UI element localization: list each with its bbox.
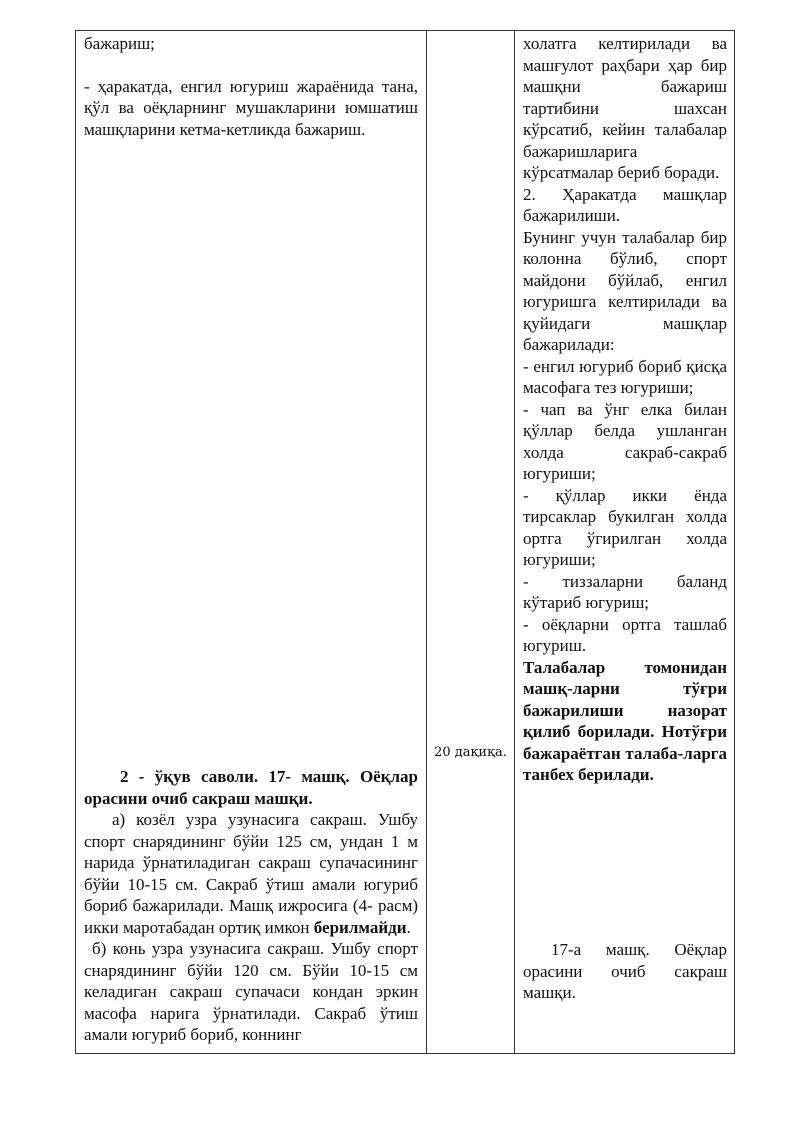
duration-cell xyxy=(427,31,515,1054)
left-paragraph: бажариш; xyxy=(84,34,155,53)
left-top-block xyxy=(84,33,418,140)
content-cell xyxy=(76,31,427,1054)
exercise-note: 17-а машқ. Оёқлар орасини очиб сакраш машқи. xyxy=(523,940,727,1002)
question-heading: 2 - ўқув саволи. 17- машқ. Оёқлар орасини очиб сакраш машқи. xyxy=(84,767,418,808)
right-paragraph: - чап ва ўнг елка билан қўллар белда ушланган холда сакраб-сакраб югуриши; xyxy=(523,399,727,483)
paragraph-b: б) конь узра узунасига сакраш. Ушбу спорт снарядининг бўйи 120 см. Бўйи 10-15 см келадиган сакраш супачаси кондан эркин масофа нарига ўрнатилади. Сакраб ўтиш амали югуриб бориб, коннинг xyxy=(84,939,418,1044)
document-table xyxy=(75,30,735,1054)
right-paragraph: - оёқларни ортга ташлаб югуриш. xyxy=(523,614,727,655)
right-paragraph: Бунинг учун талабалар бир колонна бўлиб, спорт майдони бўйлаб, енгил югуришга келтирилади ва қуйидаги машқлар бажарилади: xyxy=(523,227,727,354)
left-paragraph: - ҳаракатда, енгил югуриш жараёнида тана, қўл ва оёқларнинг мушакларини юмшатиш машқларини кетма-кетликда бажариш. xyxy=(84,76,418,139)
right-paragraph: - енгил югуриб бориб қисқа масофага тез югуриши; xyxy=(523,356,727,397)
table-row xyxy=(76,31,735,1054)
right-bold-paragraph: Талабалар томонидан машқ-ларни тўғри бажарилиши назорат қилиб борилади. Нотўғри бажараётган талаба-ларга танбех берилади. xyxy=(523,657,727,784)
left-bottom-block xyxy=(84,766,418,1046)
method-cell xyxy=(515,31,735,1054)
right-paragraph: холатга келтирилади ва машғулот раҳбари ҳар бир машқни бажариш тартибини шахсан кўрсатиб, кейин талабалар бажаришларига кўрсатмалар бериб боради. xyxy=(523,34,727,182)
duration-text: 20 дақиқа. xyxy=(434,745,507,760)
right-text-block xyxy=(523,33,727,786)
right-paragraph: - тиззаларни баланд кўтариб югуриш; xyxy=(523,571,727,612)
paragraph-a: а) козёл узра узунасига сакраш. Ушбу спорт снарядининг бўйи 125 см, ундан 1 м нарида ўрнатиладиган сакраш супачасининг бўйи 10-15 см. Сакраб ўтиш амали югуриб бориб бажарилади. Машқ ижросига (4- расм) икки маротабадан ортиқ имкон берилмайди. xyxy=(84,810,418,937)
right-paragraph: - қўллар икки ёнда тирсаклар букилган холда ортга ўгирилган холда югуриши; xyxy=(523,485,727,569)
right-paragraph: 2. Ҳаракатда машқлар бажарилиши. xyxy=(523,184,727,225)
exercise-note-block xyxy=(523,939,727,1004)
bold-word: берилмайди xyxy=(313,917,407,937)
